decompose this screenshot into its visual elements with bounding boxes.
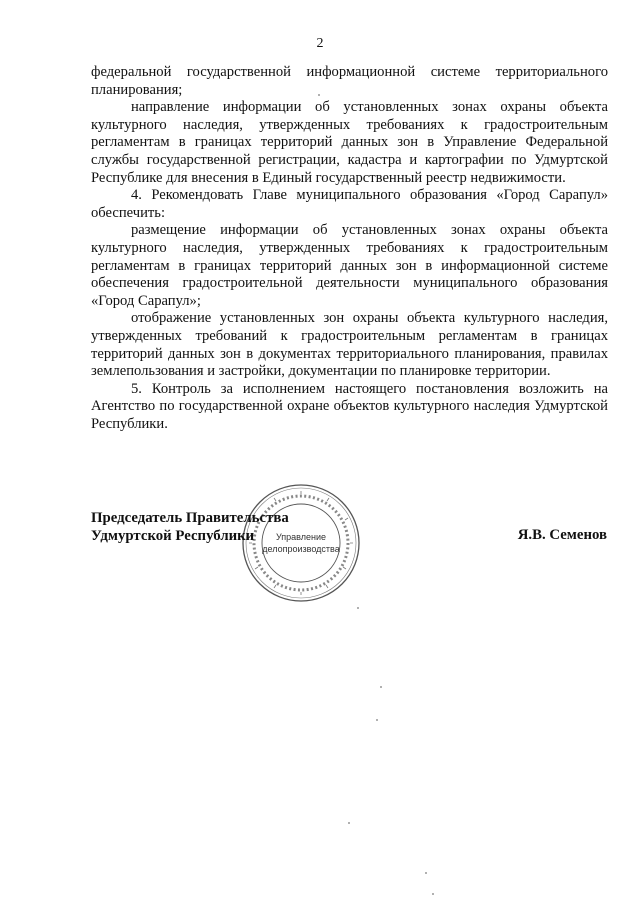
signatory-position: Председатель Правительства [91, 510, 289, 526]
paragraph: 5. Контроль за исполнением настоящего постановления возложить на Агентство по государственной охране объектов культурного наследия Удмуртской Республики. [91, 380, 608, 432]
document-body [91, 64, 608, 433]
signatory-name: Я.В. Семенов [517, 527, 607, 543]
seal-text-line1: Управление [275, 532, 327, 542]
scan-speck [380, 686, 382, 688]
signature-block [91, 509, 289, 545]
page-number: 2 [316, 36, 324, 51]
paragraph: направление информации об установленных зонах охраны объекта культурного наследия, утвержденных требованиях к градостроительным регламентам в границах территорий данных зон в Управление Федеральной службы государственной регистрации, кадастра и картографии по Удмуртской Республике для внесения в Единый государственный реестр недвижимости. [91, 99, 608, 186]
paragraph: размещение информации об установленных зонах охраны объекта культурного наследия, утвержденных требованиях к градостроительным регламентам в границах территорий данных зон в информационной системе обеспечения градостроительной деятельности муниципального образования «Город Сарапул»; [91, 222, 608, 309]
scan-speck [376, 719, 378, 721]
signatory-position: Удмуртской Республики [91, 528, 255, 544]
paragraph: федеральной государственной информационной системе территориального планирования; [91, 64, 608, 98]
scan-speck [432, 893, 434, 895]
scan-speck [425, 872, 427, 874]
scan-speck [318, 94, 320, 96]
scan-speck [348, 822, 350, 824]
paragraph: отображение установленных зон охраны объекта культурного наследия, утвержденных требований к градостроительным регламентам в границах территорий данных зон в документах территориального планирования, правилах землепользования и застройки, документации по планировке территории. [91, 310, 608, 380]
scan-speck [357, 607, 359, 609]
seal-text-line2: делопроизводства [262, 544, 340, 554]
paragraph: 4. Рекомендовать Главе муниципального образования «Город Сарапул» обеспечить: [91, 187, 608, 221]
